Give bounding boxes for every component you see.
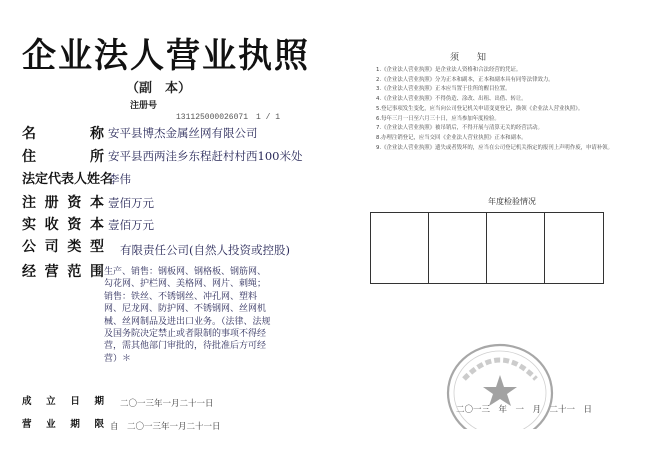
field-label-paid-in-capital [22, 214, 104, 234]
field-label-address [22, 146, 104, 166]
notice-list [376, 66, 634, 153]
annual-inspection-cell [487, 213, 545, 283]
established-date: 二〇一三年一月二十一日 [120, 399, 214, 409]
label-char: 日 [70, 396, 80, 407]
label-char: 经 [22, 264, 36, 280]
label-char: 实 [22, 217, 36, 233]
label-char: 法定代表人姓名 [22, 172, 114, 187]
annual-inspection-table [370, 212, 604, 284]
label-char: 资 [67, 217, 82, 233]
business-term: 自 二〇一三年一月二十一日 [110, 422, 221, 432]
label-char: 限 [94, 419, 104, 430]
notice-item: 3.《企业法人营业执照》正本应当置于住所的醒目位置。 [376, 86, 511, 93]
label-char: 营 [22, 419, 32, 430]
notice-item: 7.《企业法人营业执照》被吊销后，不得开展与清算无关的经营活动。 [376, 125, 543, 132]
field-label-legal-rep [22, 168, 114, 187]
paid-in-capital: 壹佰万元 [108, 218, 154, 232]
business-scope: 生产、销售：钢板网、钢格板、钢筋网、勾花网、护栏网、美格网、网片、刺绳；销售：铁丝、不锈钢丝、冲孔网、塑料网、尼龙网、防护网、不锈钢网、丝网机械、丝网制品及进出口业务。（法律、法规及国务院决定禁止或者限制的事项不得经营，需其他部门审批的，待批准后方可经营）＊ [104, 267, 271, 364]
label-char: 期 [94, 396, 104, 407]
label-char: 资 [67, 195, 82, 211]
label-char: 收 [44, 217, 59, 233]
registration-number: 131125000026071 1 / 1 [176, 113, 281, 122]
notice-item: 9.《企业法人营业执照》遗失或者毁坏的，应当在公司登记机关指定的报刊上声明作废，申请补领。 [376, 144, 613, 151]
label-char: 注 [22, 195, 36, 211]
annual-inspection-cell [545, 213, 603, 283]
label-char: 住 [22, 149, 36, 165]
notice-item: 2.《企业法人营业执照》分为正本和副本，正本和副本具有同等法律效力。 [376, 76, 554, 83]
field-label-name [22, 123, 104, 143]
date-label-business-term [22, 416, 104, 430]
issue-date: 二〇一三 年 一 月 二十一 日 [456, 405, 593, 415]
label-char: 本 [89, 217, 104, 233]
label-char: 营 [44, 264, 59, 280]
legal-representative: 李伟 [108, 172, 131, 186]
label-char: 名 [22, 126, 36, 142]
company-type: 有限责任公司(自然人投资或控股) [120, 243, 290, 257]
annual-inspection-title: 年度检验情况 [488, 197, 536, 206]
notice-item: 8.办理注销登记，应当交回《企业法人营业执照》正本和副本。 [376, 134, 527, 141]
notice-item: 5.登记事项发生变化，应当向公司登记机关申请变更登记，换领《企业法人营业执照》。 [376, 105, 584, 112]
label-char: 范 [67, 264, 82, 280]
field-label-company-type [22, 236, 104, 256]
company-address: 安平县西两洼乡东程赶村村西100米处 [108, 149, 303, 163]
license-title: 企业法人营业执照 [22, 36, 310, 76]
notice-title: 须 知 [450, 53, 487, 63]
date-label-established [22, 393, 104, 407]
label-char: 册 [44, 195, 59, 211]
annual-inspection-cell [429, 213, 487, 283]
label-char: 业 [46, 419, 56, 430]
notice-item: 4.《企业法人营业执照》不得伪造、涂改、出租、出借、转让。 [376, 96, 527, 103]
label-char: 成 [22, 396, 32, 407]
notice-item: 6.每年三月一日至六月三十日，应当参加年度检验。 [376, 115, 500, 122]
label-char: 类 [67, 239, 82, 255]
registration-label: 注册号 [130, 101, 158, 111]
field-label-business-scope [22, 261, 104, 281]
label-char: 公 [22, 239, 36, 255]
label-char: 围 [89, 264, 104, 280]
label-char: 称 [90, 126, 104, 142]
label-char: 期 [70, 419, 80, 430]
field-label-registered-capital [22, 192, 104, 212]
label-char: 所 [90, 149, 104, 165]
label-char: 司 [44, 239, 59, 255]
registered-capital: 壹佰万元 [108, 196, 154, 210]
annual-inspection-cell [371, 213, 429, 283]
label-char: 型 [89, 239, 104, 255]
company-name: 安平县博杰金属丝网有限公司 [108, 126, 258, 140]
notice-item: 1.《企业法人营业执照》是企业法人资格和合法经营的凭证。 [376, 67, 522, 73]
label-char: 立 [46, 396, 56, 407]
license-subtitle: （副 本） [126, 81, 192, 96]
label-char: 本 [89, 195, 104, 211]
